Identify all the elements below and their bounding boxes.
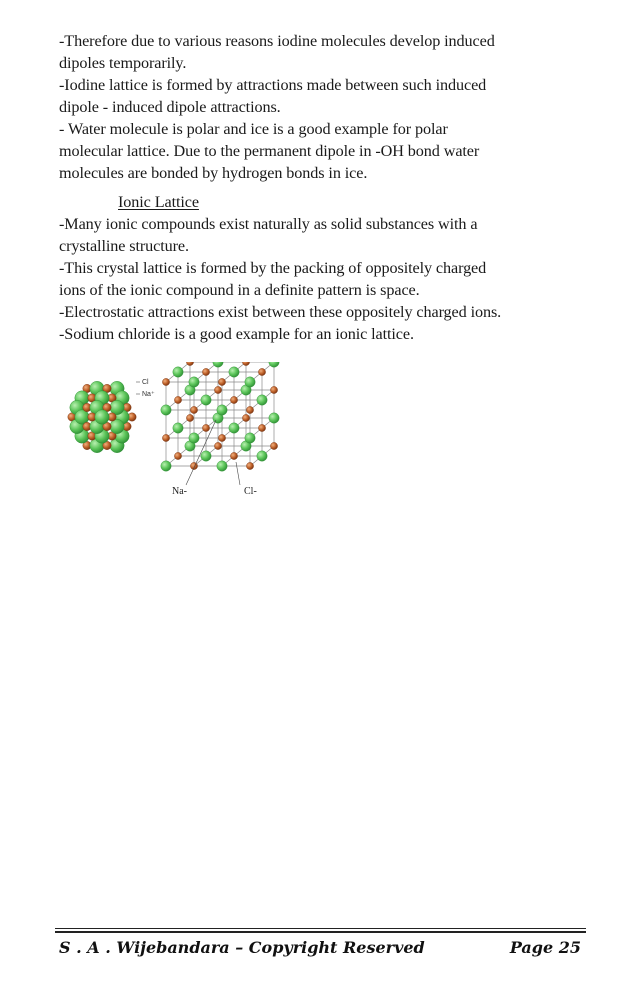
text-line: -Electrostatic attractions exist between these oppositely charged ions. (59, 303, 502, 321)
sodium-ion (230, 452, 237, 459)
chloride-ion (269, 413, 279, 423)
chloride-ion (95, 410, 109, 424)
figure-label-na-small: Na⁺ (142, 391, 155, 398)
sodium-ion (242, 414, 249, 421)
sodium-ion (246, 406, 253, 413)
figure-label-cl-small: Cl (142, 379, 149, 386)
sodium-ion (258, 424, 265, 431)
text-line: -This crystal lattice is formed by the packing of oppositely charged (59, 259, 487, 277)
sodium-ion (174, 396, 181, 403)
sodium-ion (258, 368, 265, 375)
chloride-ion (189, 377, 199, 387)
chloride-ion (269, 362, 279, 367)
sodium-ion (242, 362, 249, 366)
text-line: -Therefore due to various reasons iodine molecules develop induced (59, 32, 495, 50)
footer-rule (55, 931, 586, 933)
leader-line-na (186, 420, 216, 485)
sodium-ion (270, 386, 277, 393)
sodium-ion (214, 386, 221, 393)
paragraph-molecular-lattice (59, 30, 589, 184)
sodium-ion (218, 434, 225, 441)
sodium-ion (186, 362, 193, 366)
sodium-ion (186, 414, 193, 421)
chloride-ion (161, 461, 171, 471)
text-line: dipoles temporarily. (59, 54, 187, 72)
chloride-ion (213, 362, 223, 367)
sodium-ion (230, 396, 237, 403)
chloride-ion (245, 433, 255, 443)
chloride-ion (110, 400, 124, 414)
chloride-ion (245, 377, 255, 387)
text-line: -Iodine lattice is formed by attractions made between such induced (59, 76, 487, 94)
figure-label-na: Na- (172, 486, 187, 497)
chloride-ion (173, 367, 183, 377)
leader-line-cl (236, 462, 240, 485)
chloride-ion (75, 410, 89, 424)
sodium-ion (190, 462, 197, 469)
sodium-ion (174, 452, 181, 459)
chloride-ion (257, 451, 267, 461)
sodium-ion (218, 378, 225, 385)
sodium-ion (246, 462, 253, 469)
chloride-ion (217, 461, 227, 471)
text-line: -Many ionic compounds exist naturally as solid substances with a (59, 215, 478, 233)
chloride-ion (217, 405, 227, 415)
text-line: ions of the ionic compound in a definite pattern is space. (59, 281, 420, 299)
sodium-ion (190, 406, 197, 413)
sodium-ion (162, 378, 169, 385)
chloride-ion (201, 395, 211, 405)
paragraph-ionic-lattice (59, 191, 589, 345)
space-filling-model (68, 381, 136, 452)
sodium-ion (202, 424, 209, 431)
chloride-ion (201, 451, 211, 461)
section-heading: Ionic Lattice (118, 193, 199, 211)
footer-rule (55, 928, 586, 929)
sodium-ion (270, 442, 277, 449)
figure-label-cl: Cl- (244, 486, 257, 497)
text-line: - Water molecule is polar and ice is a good example for polar (59, 120, 448, 138)
sodium-ion (202, 368, 209, 375)
chloride-ion (257, 395, 267, 405)
sodium-ion (214, 442, 221, 449)
chloride-ion (229, 367, 239, 377)
text-line: molecules are bonded by hydrogen bonds in ice. (59, 164, 368, 182)
nacl-lattice-figure (64, 362, 284, 512)
chloride-ion (161, 405, 171, 415)
text-line: dipole - induced dipole attractions. (59, 98, 281, 116)
text-line: -Sodium chloride is a good example for an ionic lattice. (59, 325, 414, 343)
sodium-ion (162, 434, 169, 441)
ball-and-stick-model (161, 362, 279, 471)
chloride-ion (110, 419, 124, 433)
footer-page-number: Page 25 (509, 938, 581, 957)
chloride-ion (189, 433, 199, 443)
chloride-ion (173, 423, 183, 433)
chloride-ion (229, 423, 239, 433)
text-line: crystalline structure. (59, 237, 189, 255)
footer-author: S . A . Wijebandara – Copyright Reserved (59, 938, 425, 957)
text-line: molecular lattice. Due to the permanent dipole in -OH bond water (59, 142, 480, 160)
